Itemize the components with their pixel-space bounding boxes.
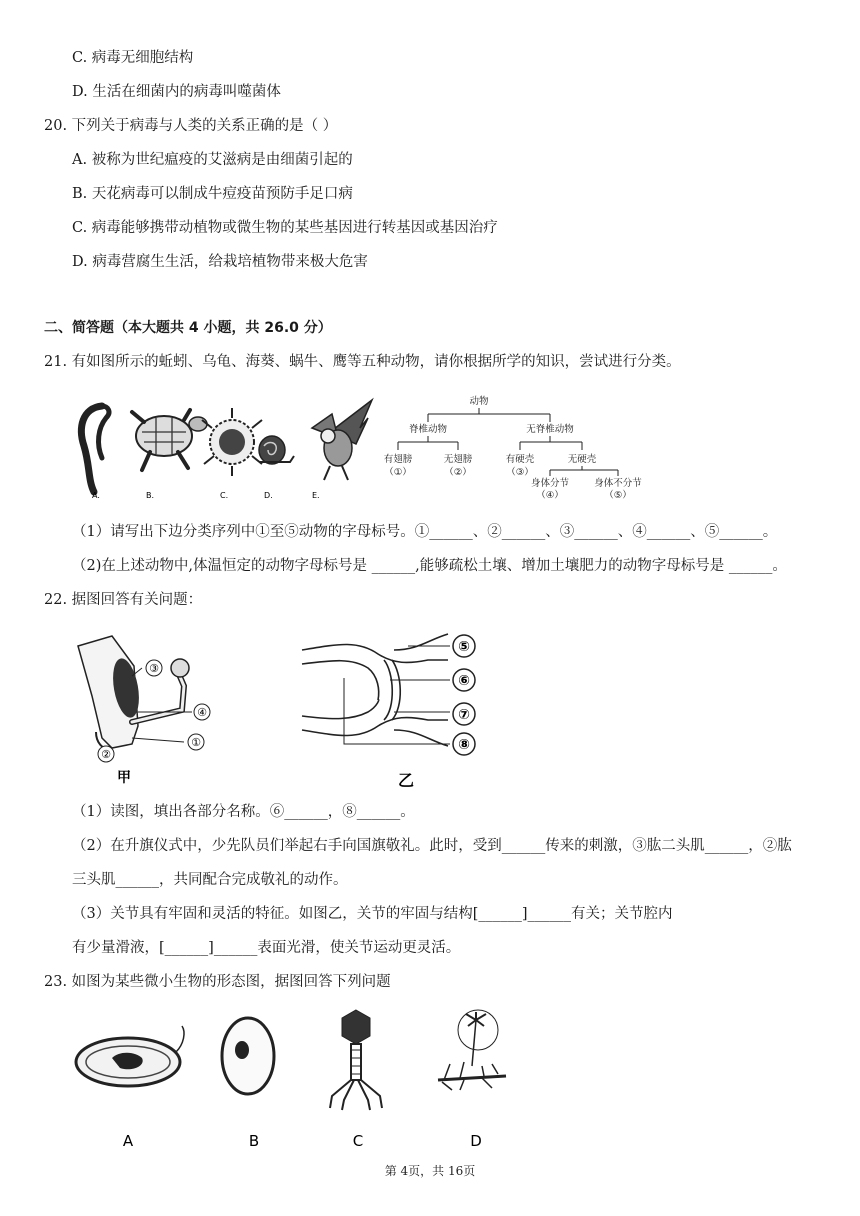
- bacterium-image: [76, 1026, 184, 1086]
- animal-label-c: C.: [220, 491, 229, 500]
- q22-part1: （1）读图，填出各部分名称。⑥______，⑧______。: [72, 804, 415, 820]
- tree-vertebrate: 脊椎动物: [408, 424, 448, 435]
- eagle-image: [312, 400, 372, 480]
- q21-part2: （2)在上述动物中,体温恒定的动物字母标号是 ______,能够疏松土壤、增加土壤肥力的动物字母标号是 ______。: [72, 558, 787, 574]
- tree-shelled: 有硬壳: [505, 454, 535, 465]
- q22-part3-line1: （3）关节具有牢固和灵活的特征。如图乙，关节的牢固与结构[______]______有关；关节腔内: [72, 906, 673, 922]
- tree-winged: 有翅膀: [383, 454, 413, 465]
- sea-anemone-image: [202, 408, 262, 476]
- q20-option-b: B. 天花病毒可以制成牛痘疫苗预防手足口病: [72, 186, 353, 202]
- tree-wingless-num: （②）: [444, 467, 472, 478]
- tree-root: 动物: [469, 396, 489, 407]
- q19-option-c: C. 病毒无细胞结构: [72, 50, 194, 66]
- yi-label-6: ⑥: [458, 673, 470, 689]
- bacteriophage-image: [330, 1010, 382, 1110]
- animal-label-b: B.: [146, 491, 155, 500]
- q23-figure: [72, 1006, 512, 1156]
- earthworm-image: [81, 406, 109, 492]
- q22-part3-line2: 有少量滑液，[______]______表面光滑，使关节运动更灵活。: [72, 940, 461, 956]
- arm-muscle-diagram: [78, 636, 189, 750]
- jia-label-4: ④: [197, 706, 207, 719]
- animal-label-e: E.: [312, 491, 320, 500]
- tree-segmented-num: （④）: [536, 490, 564, 501]
- tree-unsegmented-num: （⑤）: [604, 490, 632, 501]
- fig23-label-d: D: [470, 1132, 482, 1150]
- q22-figure-jia: [72, 626, 232, 786]
- q22-figure-yi: [298, 620, 498, 790]
- q22-part2-line1: （2）在升旗仪式中，少先队员们举起右手向国旗敬礼。此时，受到______传来的刺激，③肱二头肌______，②肱: [72, 838, 792, 854]
- jia-label-3: ③: [149, 662, 159, 675]
- jia-label-1: ①: [191, 736, 201, 749]
- q20-stem: 20. 下列关于病毒与人类的关系正确的是（ ）: [44, 118, 338, 134]
- mold-image: [438, 1010, 506, 1090]
- q23-stem: 23. 如图为某些微小生物的形态图，据图回答下列问题: [44, 974, 391, 990]
- q21-stem: 21. 有如图所示的蚯蚓、乌龟、海葵、蜗牛、鹰等五种动物，请你根据所学的知识，尝试进行分类。: [44, 354, 681, 370]
- jia-caption: 甲: [117, 770, 131, 786]
- tree-winged-num: （①）: [384, 467, 412, 478]
- snail-image: [259, 436, 294, 464]
- turtle-image: [132, 410, 207, 470]
- tree-wingless: 无翅膀: [443, 454, 473, 465]
- yi-label-8: ⑧: [458, 737, 470, 753]
- yi-label-7: ⑦: [458, 707, 470, 723]
- tree-invertebrate: 无脊椎动物: [526, 424, 574, 435]
- animal-label-a: A.: [92, 491, 100, 500]
- yi-label-5: ⑤: [458, 639, 470, 655]
- q22-part2-line2: 三头肌______，共同配合完成敬礼的动作。: [72, 872, 348, 888]
- tree-shellless: 无硬壳: [567, 454, 597, 465]
- classification-tree: [384, 395, 643, 501]
- q20-option-a: A. 被称为世纪瘟疫的艾滋病是由细菌引起的: [72, 152, 353, 168]
- fig23-label-b: B: [248, 1132, 260, 1150]
- fig23-label-c: C: [352, 1132, 364, 1150]
- tree-shelled-num: （③）: [506, 467, 534, 478]
- tree-unsegmented: 身体不分节: [594, 478, 642, 489]
- yeast-image: [222, 1018, 274, 1094]
- joint-diagram: [302, 634, 448, 746]
- q20-option-d: D. 病毒营腐生生活，给栽培植物带来极大危害: [72, 254, 368, 270]
- page-footer: 第 4页，共 16页: [384, 1164, 476, 1178]
- q19-option-d: D. 生活在细菌内的病毒叫噬菌体: [72, 84, 281, 100]
- yi-caption: 乙: [397, 771, 415, 790]
- tree-segmented: 身体分节: [530, 478, 570, 489]
- section-heading: 二、简答题（本大题共 4 小题，共 26.0 分）: [44, 320, 332, 336]
- q21-figure: [72, 388, 672, 504]
- jia-label-2: ②: [101, 748, 111, 761]
- fig23-label-a: A: [122, 1132, 134, 1150]
- q20-option-c: C. 病毒能够携带动植物或微生物的某些基因进行转基因或基因治疗: [72, 220, 498, 236]
- animal-label-d: D.: [264, 491, 273, 500]
- q21-part1: （1）请写出下边分类序列中①至⑤动物的字母标号。①______、②______、③______、④______、⑤______。: [72, 524, 778, 540]
- q22-stem: 22. 据图回答有关问题：: [44, 592, 203, 608]
